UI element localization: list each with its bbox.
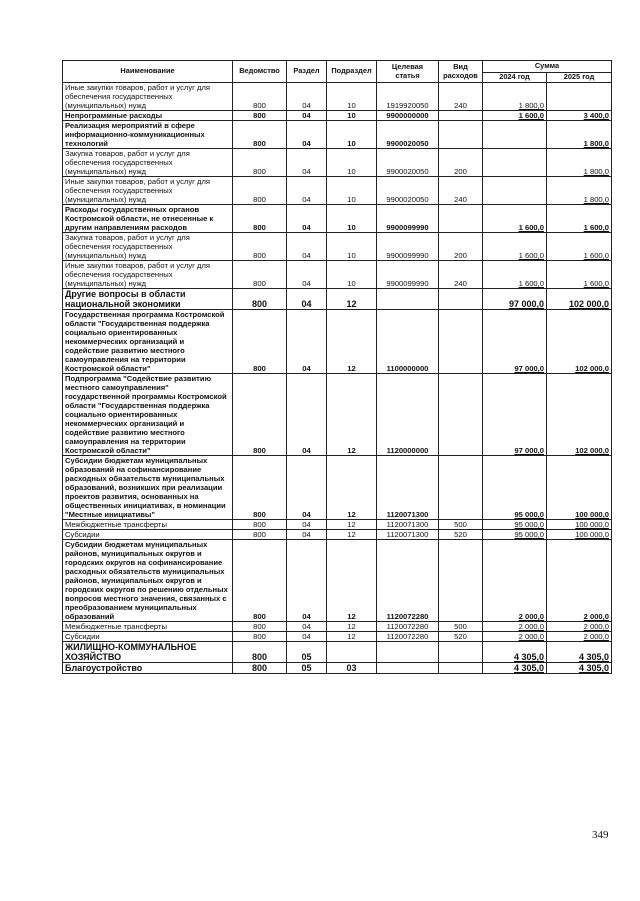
cell-vedomstvo: 800 (233, 663, 287, 674)
cell-name: Другие вопросы в области национальной экономики (63, 289, 233, 310)
cell-podrazdel: 12 (327, 540, 377, 622)
cell-vid (439, 663, 483, 674)
cell-name: Непрограммные расходы (63, 111, 233, 121)
cell-razdel: 05 (287, 663, 327, 674)
cell-razdel: 04 (287, 520, 327, 530)
cell-name: Субсидии бюджетам муниципальных районов, муниципальных округов и городских округов на софинансирование расходных обязательств муниципальных районов, муниципальных округов и городских округов по решению отдельных вопросов местного значения, связанных с преобразованием муниципальных образований (63, 540, 233, 622)
cell-vedomstvo: 800 (233, 261, 287, 289)
cell-razdel: 05 (287, 642, 327, 663)
cell-vid: 240 (439, 83, 483, 111)
cell-2024: 97 000,0 (483, 289, 547, 310)
table-row (63, 663, 612, 674)
cell-2024: 97 000,0 (483, 374, 547, 456)
cell-statya (377, 642, 439, 663)
cell-statya: 1120071300 (377, 456, 439, 520)
cell-2024 (483, 149, 547, 177)
col-header-razdel: Раздел (287, 61, 327, 83)
cell-statya: 9900020050 (377, 121, 439, 149)
cell-2024: 95 000,0 (483, 456, 547, 520)
cell-statya: 1120072280 (377, 622, 439, 632)
cell-2025: 1 600,0 (547, 205, 612, 233)
cell-razdel: 04 (287, 111, 327, 121)
budget-table (62, 60, 612, 674)
cell-podrazdel: 10 (327, 149, 377, 177)
cell-2024: 2 000,0 (483, 540, 547, 622)
cell-2025: 1 800,0 (547, 149, 612, 177)
cell-name: Подпрограмма "Содействие развитию местного самоуправления" государственной программы Костромской области "Государственная поддержка социально ориентированных некоммерческих организаций и содействие развитию местного самоуправления на территории Костромской области" (63, 374, 233, 456)
cell-podrazdel: 12 (327, 530, 377, 540)
cell-statya: 9900020050 (377, 177, 439, 205)
cell-razdel: 04 (287, 374, 327, 456)
cell-vid: 240 (439, 177, 483, 205)
cell-podrazdel (327, 642, 377, 663)
cell-vedomstvo: 800 (233, 205, 287, 233)
cell-2024: 95 000,0 (483, 530, 547, 540)
cell-vedomstvo: 800 (233, 520, 287, 530)
cell-statya: 1120071300 (377, 520, 439, 530)
cell-vid (439, 121, 483, 149)
cell-2025: 102 000,0 (547, 289, 612, 310)
cell-podrazdel: 12 (327, 622, 377, 632)
cell-vedomstvo: 800 (233, 530, 287, 540)
cell-razdel: 04 (287, 205, 327, 233)
cell-2025: 4 305,0 (547, 642, 612, 663)
table-row (63, 374, 612, 456)
cell-name: Межбюджетные трансферты (63, 520, 233, 530)
cell-podrazdel: 10 (327, 177, 377, 205)
cell-2025: 100 000,0 (547, 456, 612, 520)
cell-vid (439, 205, 483, 233)
cell-name: Иные закупки товаров, работ и услуг для обеспечения государственных (муниципальных) нужд (63, 177, 233, 205)
col-header-2025: 2025 год (547, 73, 612, 83)
cell-2024: 1 600,0 (483, 205, 547, 233)
table-row (63, 261, 612, 289)
cell-vedomstvo: 800 (233, 121, 287, 149)
col-header-vedomstvo: Ведомство (233, 61, 287, 83)
cell-podrazdel: 10 (327, 111, 377, 121)
cell-razdel: 04 (287, 530, 327, 540)
table-row (63, 149, 612, 177)
cell-podrazdel: 10 (327, 205, 377, 233)
cell-vid (439, 456, 483, 520)
cell-razdel: 04 (287, 622, 327, 632)
cell-2025: 102 000,0 (547, 374, 612, 456)
cell-razdel: 04 (287, 540, 327, 622)
cell-name: Иные закупки товаров, работ и услуг для обеспечения государственных (муниципальных) нужд (63, 261, 233, 289)
cell-vedomstvo: 800 (233, 233, 287, 261)
cell-2024: 4 305,0 (483, 663, 547, 674)
table-row (63, 540, 612, 622)
cell-2024: 1 600,0 (483, 233, 547, 261)
cell-vedomstvo: 800 (233, 149, 287, 177)
cell-vedomstvo: 800 (233, 83, 287, 111)
cell-2025: 2 000,0 (547, 540, 612, 622)
cell-vid: 200 (439, 233, 483, 261)
cell-statya: 1120072280 (377, 632, 439, 642)
cell-2025: 4 305,0 (547, 663, 612, 674)
cell-podrazdel: 12 (327, 289, 377, 310)
cell-vid (439, 289, 483, 310)
cell-razdel: 04 (287, 456, 327, 520)
cell-razdel: 04 (287, 233, 327, 261)
cell-name: Закупка товаров, работ и услуг для обеспечения государственных (муниципальных) нужд (63, 149, 233, 177)
cell-2024: 95 000,0 (483, 520, 547, 530)
cell-podrazdel: 10 (327, 121, 377, 149)
cell-2025: 1 800,0 (547, 177, 612, 205)
table-row (63, 205, 612, 233)
cell-statya: 9900099990 (377, 233, 439, 261)
cell-vid (439, 540, 483, 622)
col-header-name: Наименование (63, 61, 233, 83)
cell-vid (439, 111, 483, 121)
cell-statya (377, 289, 439, 310)
cell-vedomstvo: 800 (233, 111, 287, 121)
cell-vid: 500 (439, 622, 483, 632)
cell-statya (377, 663, 439, 674)
cell-2024: 1 800,0 (483, 83, 547, 111)
cell-name: Иные закупки товаров, работ и услуг для обеспечения государственных (муниципальных) нужд (63, 83, 233, 111)
table-row (63, 622, 612, 632)
col-header-podrazdel: Подраздел (327, 61, 377, 83)
cell-razdel: 04 (287, 177, 327, 205)
cell-vid: 240 (439, 261, 483, 289)
cell-podrazdel: 12 (327, 374, 377, 456)
cell-2025: 1 800,0 (547, 121, 612, 149)
cell-vid: 200 (439, 149, 483, 177)
cell-vedomstvo: 800 (233, 622, 287, 632)
table-row (63, 121, 612, 149)
cell-2025 (547, 83, 612, 111)
cell-2025: 102 000,0 (547, 310, 612, 374)
cell-razdel: 04 (287, 310, 327, 374)
cell-name: Субсидии бюджетам муниципальных образований на софинансирование расходных обязательств муниципальных образований, возникших при реализации проектов развития, основанных на общественных инициативах, в номинации "Местные инициативы" (63, 456, 233, 520)
cell-2024: 97 000,0 (483, 310, 547, 374)
cell-statya: 9900099990 (377, 205, 439, 233)
cell-statya: 9900099990 (377, 261, 439, 289)
col-header-statya: Целевая статья (377, 61, 439, 83)
cell-statya: 1120072280 (377, 540, 439, 622)
page-number: 349 (592, 829, 609, 841)
cell-razdel: 04 (287, 83, 327, 111)
cell-podrazdel: 03 (327, 663, 377, 674)
cell-2024: 2 000,0 (483, 622, 547, 632)
cell-2025: 2 000,0 (547, 622, 612, 632)
cell-podrazdel: 10 (327, 233, 377, 261)
cell-vedomstvo: 800 (233, 540, 287, 622)
table-row (63, 456, 612, 520)
cell-vid: 520 (439, 530, 483, 540)
cell-vid: 500 (439, 520, 483, 530)
cell-name: Благоустройство (63, 663, 233, 674)
cell-vedomstvo: 800 (233, 177, 287, 205)
cell-name: Реализация мероприятий в сфере информационно-коммуникационных технологий (63, 121, 233, 149)
cell-razdel: 04 (287, 289, 327, 310)
cell-podrazdel: 12 (327, 310, 377, 374)
cell-name: Межбюджетные трансферты (63, 622, 233, 632)
cell-name: Государственная программа Костромской области "Государственная поддержка социально ориентированных некоммерческих организаций и содействие развитию местного самоуправления на территории Костромской области" (63, 310, 233, 374)
cell-statya: 1120000000 (377, 374, 439, 456)
cell-2025: 100 000,0 (547, 520, 612, 530)
cell-2025: 1 600,0 (547, 261, 612, 289)
table-row (63, 310, 612, 374)
cell-name: ЖИЛИЩНО-КОММУНАЛЬНОЕ ХОЗЯЙСТВО (63, 642, 233, 663)
cell-name: Закупка товаров, работ и услуг для обеспечения государственных (муниципальных) нужд (63, 233, 233, 261)
cell-vedomstvo: 800 (233, 456, 287, 520)
cell-name: Субсидии (63, 530, 233, 540)
col-header-2024: 2024 год (483, 73, 547, 83)
cell-2024: 1 600,0 (483, 261, 547, 289)
table-row (63, 233, 612, 261)
cell-2025: 100 000,0 (547, 530, 612, 540)
cell-2024: 2 000,0 (483, 632, 547, 642)
cell-2024: 1 600,0 (483, 111, 547, 121)
table-row (63, 642, 612, 663)
cell-vedomstvo: 800 (233, 374, 287, 456)
cell-podrazdel: 12 (327, 456, 377, 520)
cell-podrazdel: 10 (327, 83, 377, 111)
cell-vedomstvo: 800 (233, 289, 287, 310)
table-row (63, 111, 612, 121)
cell-2024 (483, 121, 547, 149)
cell-podrazdel: 10 (327, 261, 377, 289)
cell-statya: 1120071300 (377, 530, 439, 540)
cell-2025: 1 600,0 (547, 233, 612, 261)
cell-podrazdel: 12 (327, 520, 377, 530)
col-header-summa: Сумма (483, 61, 612, 73)
cell-2025: 2 000,0 (547, 632, 612, 642)
table-row (63, 83, 612, 111)
cell-razdel: 04 (287, 149, 327, 177)
cell-vedomstvo: 800 (233, 642, 287, 663)
cell-razdel: 04 (287, 632, 327, 642)
cell-vid (439, 310, 483, 374)
cell-vedomstvo: 800 (233, 632, 287, 642)
table-row (63, 632, 612, 642)
cell-statya: 9900000000 (377, 111, 439, 121)
cell-name: Субсидии (63, 632, 233, 642)
table-row (63, 520, 612, 530)
table-row (63, 289, 612, 310)
cell-razdel: 04 (287, 121, 327, 149)
cell-2024: 4 305,0 (483, 642, 547, 663)
cell-vedomstvo: 800 (233, 310, 287, 374)
cell-vid (439, 374, 483, 456)
cell-statya: 9900020050 (377, 149, 439, 177)
cell-podrazdel: 12 (327, 632, 377, 642)
table-row (63, 530, 612, 540)
col-header-vid: Вид расходов (439, 61, 483, 83)
cell-razdel: 04 (287, 261, 327, 289)
cell-statya: 1100000000 (377, 310, 439, 374)
cell-statya: 1919920050 (377, 83, 439, 111)
cell-vid: 520 (439, 632, 483, 642)
cell-name: Расходы государственных органов Костромской области, не отнесенные к другим направлениям расходов (63, 205, 233, 233)
budget-table-body (63, 83, 612, 674)
cell-vid (439, 642, 483, 663)
cell-2024 (483, 177, 547, 205)
table-row (63, 177, 612, 205)
cell-2025: 3 400,0 (547, 111, 612, 121)
